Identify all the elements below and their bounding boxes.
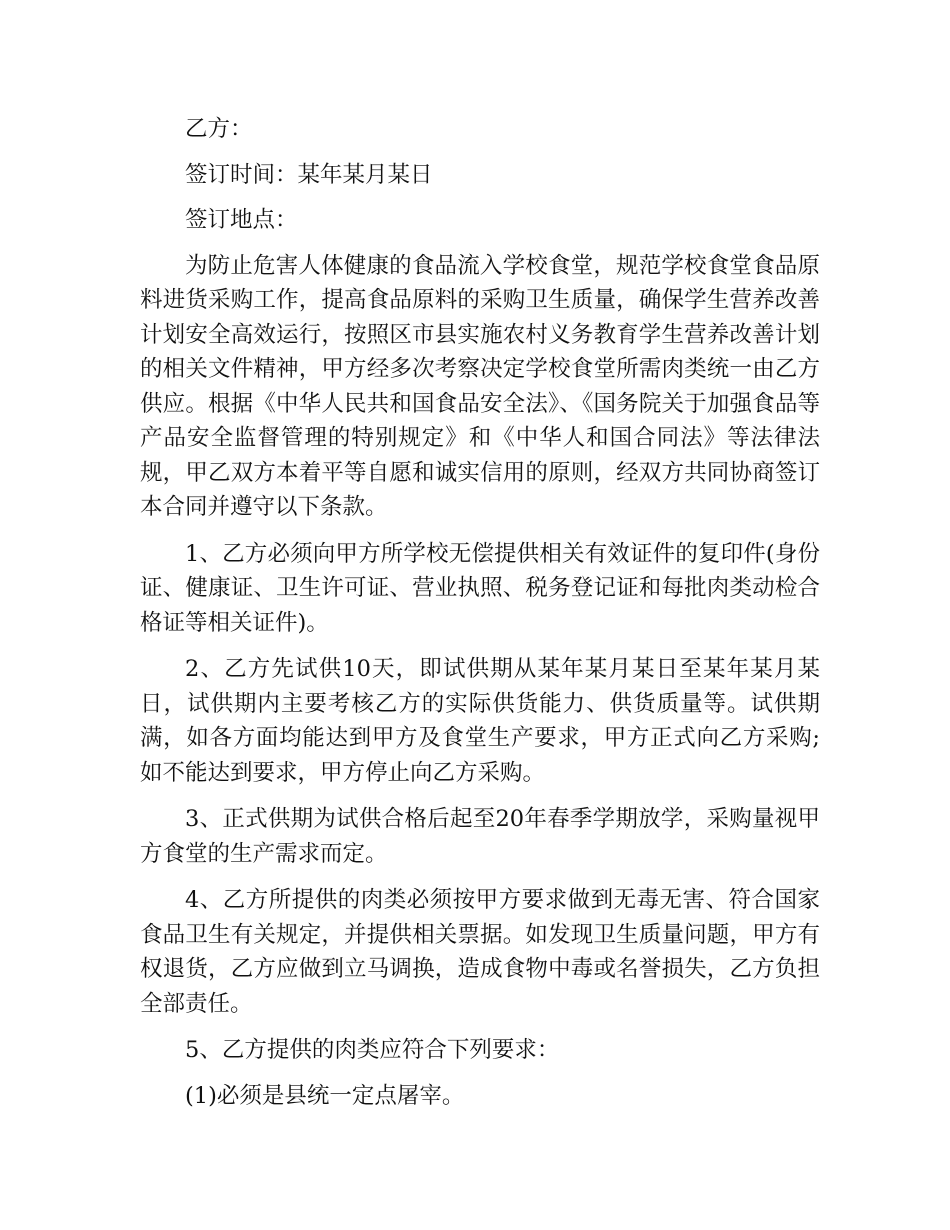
party-b-line: 乙方： bbox=[185, 116, 253, 142]
requirement-1: (1)必须是县统一定点屠宰。 bbox=[185, 1082, 465, 1109]
clause-2: 2、乙方先试供10天，即试供期从某年某月某日至某年某月某日，试供期内主要考核乙方的实际供货能力、供货质量等。试供期满，如各方面均能达到甲方及食堂生产要求，甲方正式向乙方采购;如不能达到要求，甲方停止向乙方采购。 bbox=[140, 656, 820, 786]
sign-place-line: 签订地点： bbox=[185, 207, 298, 233]
sign-time-line: 签订时间：某年某月某日 bbox=[185, 161, 433, 188]
clause-1: 1、乙方必须向甲方所学校无偿提供相关有效证件的复印件(身份证、健康证、卫生许可证、营业执照、税务登记证和每批肉类动检合格证等相关证件)。 bbox=[140, 540, 820, 636]
clause-3: 3、正式供期为试供合格后起至20年春季学期放学，采购量视甲方食堂的生产需求而定。 bbox=[140, 806, 820, 867]
document-body bbox=[140, 112, 820, 1113]
intro-paragraph: 为防止危害人体健康的食品流入学校食堂，规范学校食堂食品原料进货采购工作，提高食品原料的采购卫生质量，确保学生营养改善计划安全高效运行，按照区市县实施农村义务教育学生营养改善计划的相关文件精神，甲方经多次考察决定学校食堂所需肉类统一由乙方供应。根据《中华人民共和国食品安全法》、《国务院关于加强食品等产品安全监督管理的特别规定》和《中华人和国合同法》等法律法规，甲乙双方本着平等自愿和诚实信用的原则，经双方共同协商签订本合同并遵守以下条款。 bbox=[140, 252, 820, 520]
clause-4: 4、乙方所提供的肉类必须按甲方要求做到无毒无害、符合国家食品卫生有关规定，并提供相关票据。如发现卫生质量问题，甲方有权退货，乙方应做到立马调换，造成食物中毒或名誉损失，乙方负担全部责任。 bbox=[140, 887, 820, 1017]
clause-5: 5、乙方提供的肉类应符合下列要求： bbox=[185, 1037, 560, 1063]
